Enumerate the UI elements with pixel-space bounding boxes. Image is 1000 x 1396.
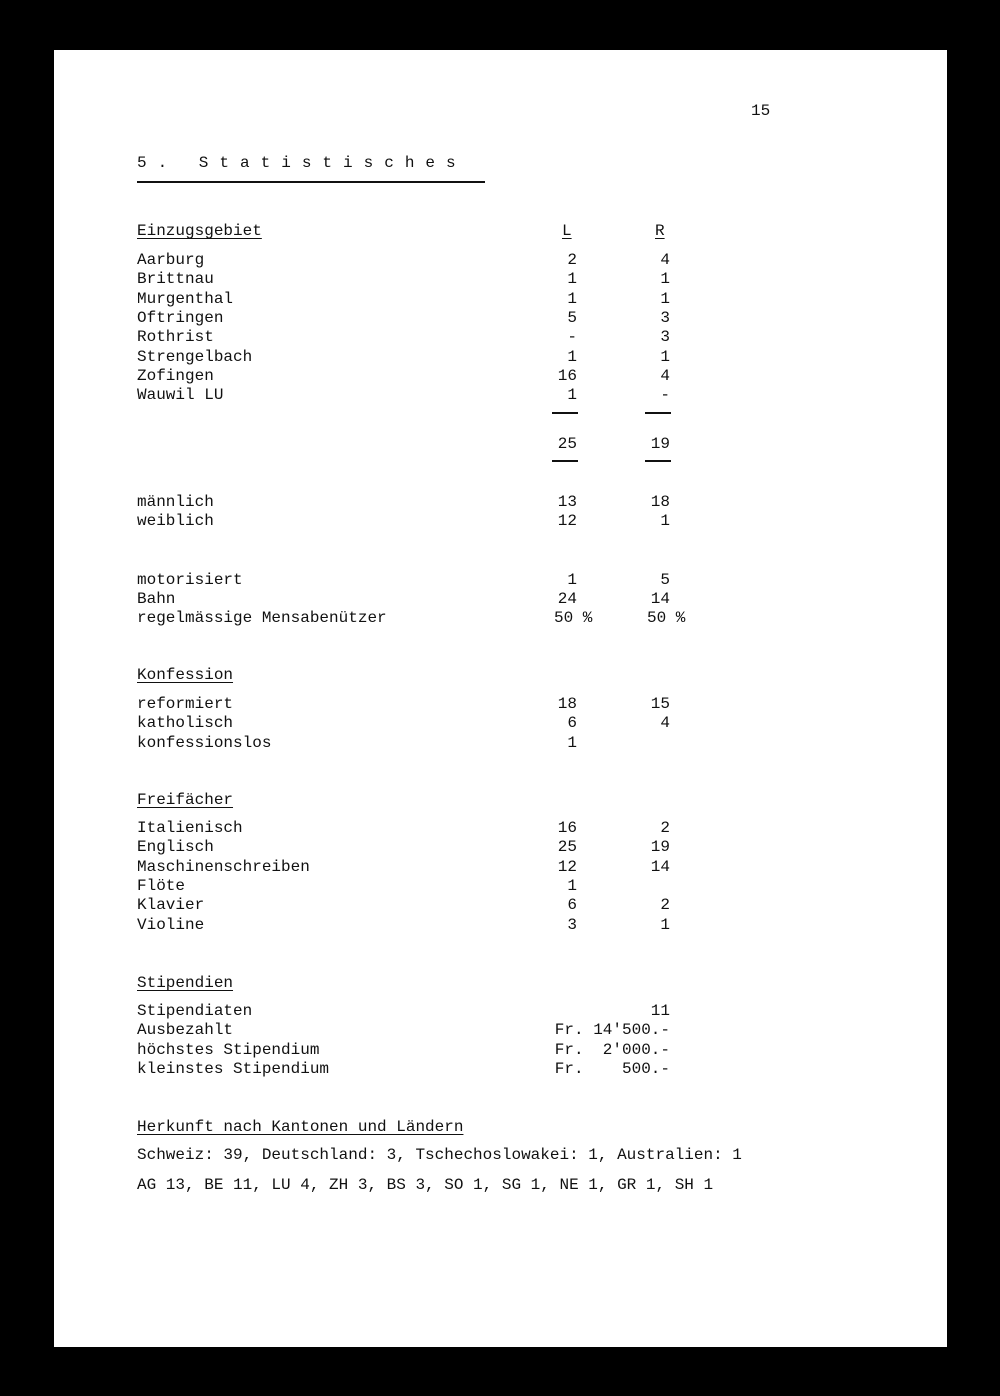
row-label: regelmässige Mensabenützer <box>137 609 387 627</box>
herkunft-line-1: Schweiz: 39, Deutschland: 3, Tschechoslowakei: 1, Australien: 1 <box>137 1146 742 1164</box>
freifaecher-heading: Freifächer <box>137 791 234 809</box>
value-l: 6 <box>567 714 577 733</box>
value-r: 18 <box>650 493 670 511</box>
value-r: 15 <box>650 695 670 713</box>
value-l: 3 <box>567 915 577 934</box>
value-r: 4 <box>660 366 670 385</box>
sum-line-r <box>645 412 671 414</box>
value-l: 24 <box>557 590 577 609</box>
value-r: 2 <box>660 896 670 915</box>
value: Fr. 14'500.- <box>554 1021 670 1040</box>
value-l: - <box>567 328 577 347</box>
row-label: höchstes Stipendium <box>137 1040 320 1059</box>
row-label: männlich <box>137 493 214 511</box>
row-label: Bahn <box>137 590 176 609</box>
value-l: 25 <box>557 838 577 857</box>
row-label: reformiert <box>137 695 234 713</box>
section-title-underline <box>137 181 485 183</box>
value-l: 5 <box>567 308 577 327</box>
value-r: 14 <box>650 857 670 876</box>
row-label: Englisch <box>137 838 214 857</box>
row-label: Maschinenschreiben <box>137 857 310 876</box>
row-label: Italienisch <box>137 819 243 837</box>
value-r: 1 <box>660 915 670 934</box>
row-label: Stipendiaten <box>137 1002 253 1020</box>
value-l: 1 <box>567 289 577 308</box>
value-r: 2 <box>660 819 670 837</box>
row-label: Aarburg <box>137 251 205 269</box>
row-label: Ausbezahlt <box>137 1021 234 1040</box>
einzugsgebiet-heading: Einzugsgebiet <box>137 222 262 240</box>
value-l: 6 <box>567 896 577 915</box>
row-label: Zofingen <box>137 366 214 385</box>
value-l: 12 <box>557 512 577 531</box>
value-r: 1 <box>660 512 670 531</box>
value: Fr. 500.- <box>554 1059 670 1078</box>
herkunft-line-2: AG 13, BE 11, LU 4, ZH 3, BS 3, SO 1, SG 1, NE 1, GR 1, SH 1 <box>137 1176 714 1194</box>
total-line-l <box>552 460 578 462</box>
value-r: 3 <box>660 328 670 347</box>
value-r: 4 <box>660 714 670 733</box>
document-page <box>54 50 947 1347</box>
value-l: 50 % <box>554 609 593 627</box>
value: Fr. 2'000.- <box>554 1040 670 1059</box>
value-r: 50 % <box>647 609 686 627</box>
value-l: 16 <box>557 366 577 385</box>
value-l: 1 <box>567 347 577 366</box>
value-r: 4 <box>660 251 670 269</box>
row-label: weiblich <box>137 512 214 531</box>
value-l: 1 <box>567 571 577 589</box>
value-r: 14 <box>650 590 670 609</box>
value-l: 2 <box>567 251 577 269</box>
row-label: Murgenthal <box>137 289 234 308</box>
page-number: 15 <box>751 102 771 120</box>
row-label: Violine <box>137 915 205 934</box>
row-label: Rothrist <box>137 328 214 347</box>
value-r: 1 <box>660 347 670 366</box>
value-l: 12 <box>557 857 577 876</box>
sum-line-l <box>552 412 578 414</box>
value-r: 3 <box>660 308 670 327</box>
column-header-l: L <box>562 222 572 240</box>
row-label: Strengelbach <box>137 347 253 366</box>
value-l: 1 <box>567 270 577 289</box>
value-l: 13 <box>557 493 577 511</box>
value: 11 <box>650 1002 670 1020</box>
total-l: 25 <box>557 435 577 453</box>
value-r: 19 <box>650 838 670 857</box>
row-label: katholisch <box>137 714 234 733</box>
value-r: - <box>660 386 670 405</box>
value-l: 16 <box>557 819 577 837</box>
row-label: Oftringen <box>137 308 224 327</box>
value-r: 5 <box>660 571 670 589</box>
value-r: 1 <box>660 289 670 308</box>
row-label: Klavier <box>137 896 205 915</box>
row-label: Brittnau <box>137 270 214 289</box>
konfession-heading: Konfession <box>137 666 234 684</box>
stipendien-heading: Stipendien <box>137 974 234 992</box>
value-l: 1 <box>567 386 577 405</box>
total-line-r <box>645 460 671 462</box>
row-label: Wauwil LU <box>137 386 224 405</box>
row-label: Flöte <box>137 876 186 895</box>
value-l: 1 <box>567 733 577 752</box>
value-l: 1 <box>567 876 577 895</box>
total-r: 19 <box>650 435 670 453</box>
value-l: 18 <box>557 695 577 713</box>
row-label: kleinstes Stipendium <box>137 1059 330 1078</box>
herkunft-heading: Herkunft nach Kantonen und Ländern <box>137 1118 464 1136</box>
section-title: 5. Statistisches <box>137 154 467 172</box>
column-header-r: R <box>655 222 665 240</box>
row-label: motorisiert <box>137 571 243 589</box>
row-label: konfessionslos <box>137 733 272 752</box>
value-r: 1 <box>660 270 670 289</box>
